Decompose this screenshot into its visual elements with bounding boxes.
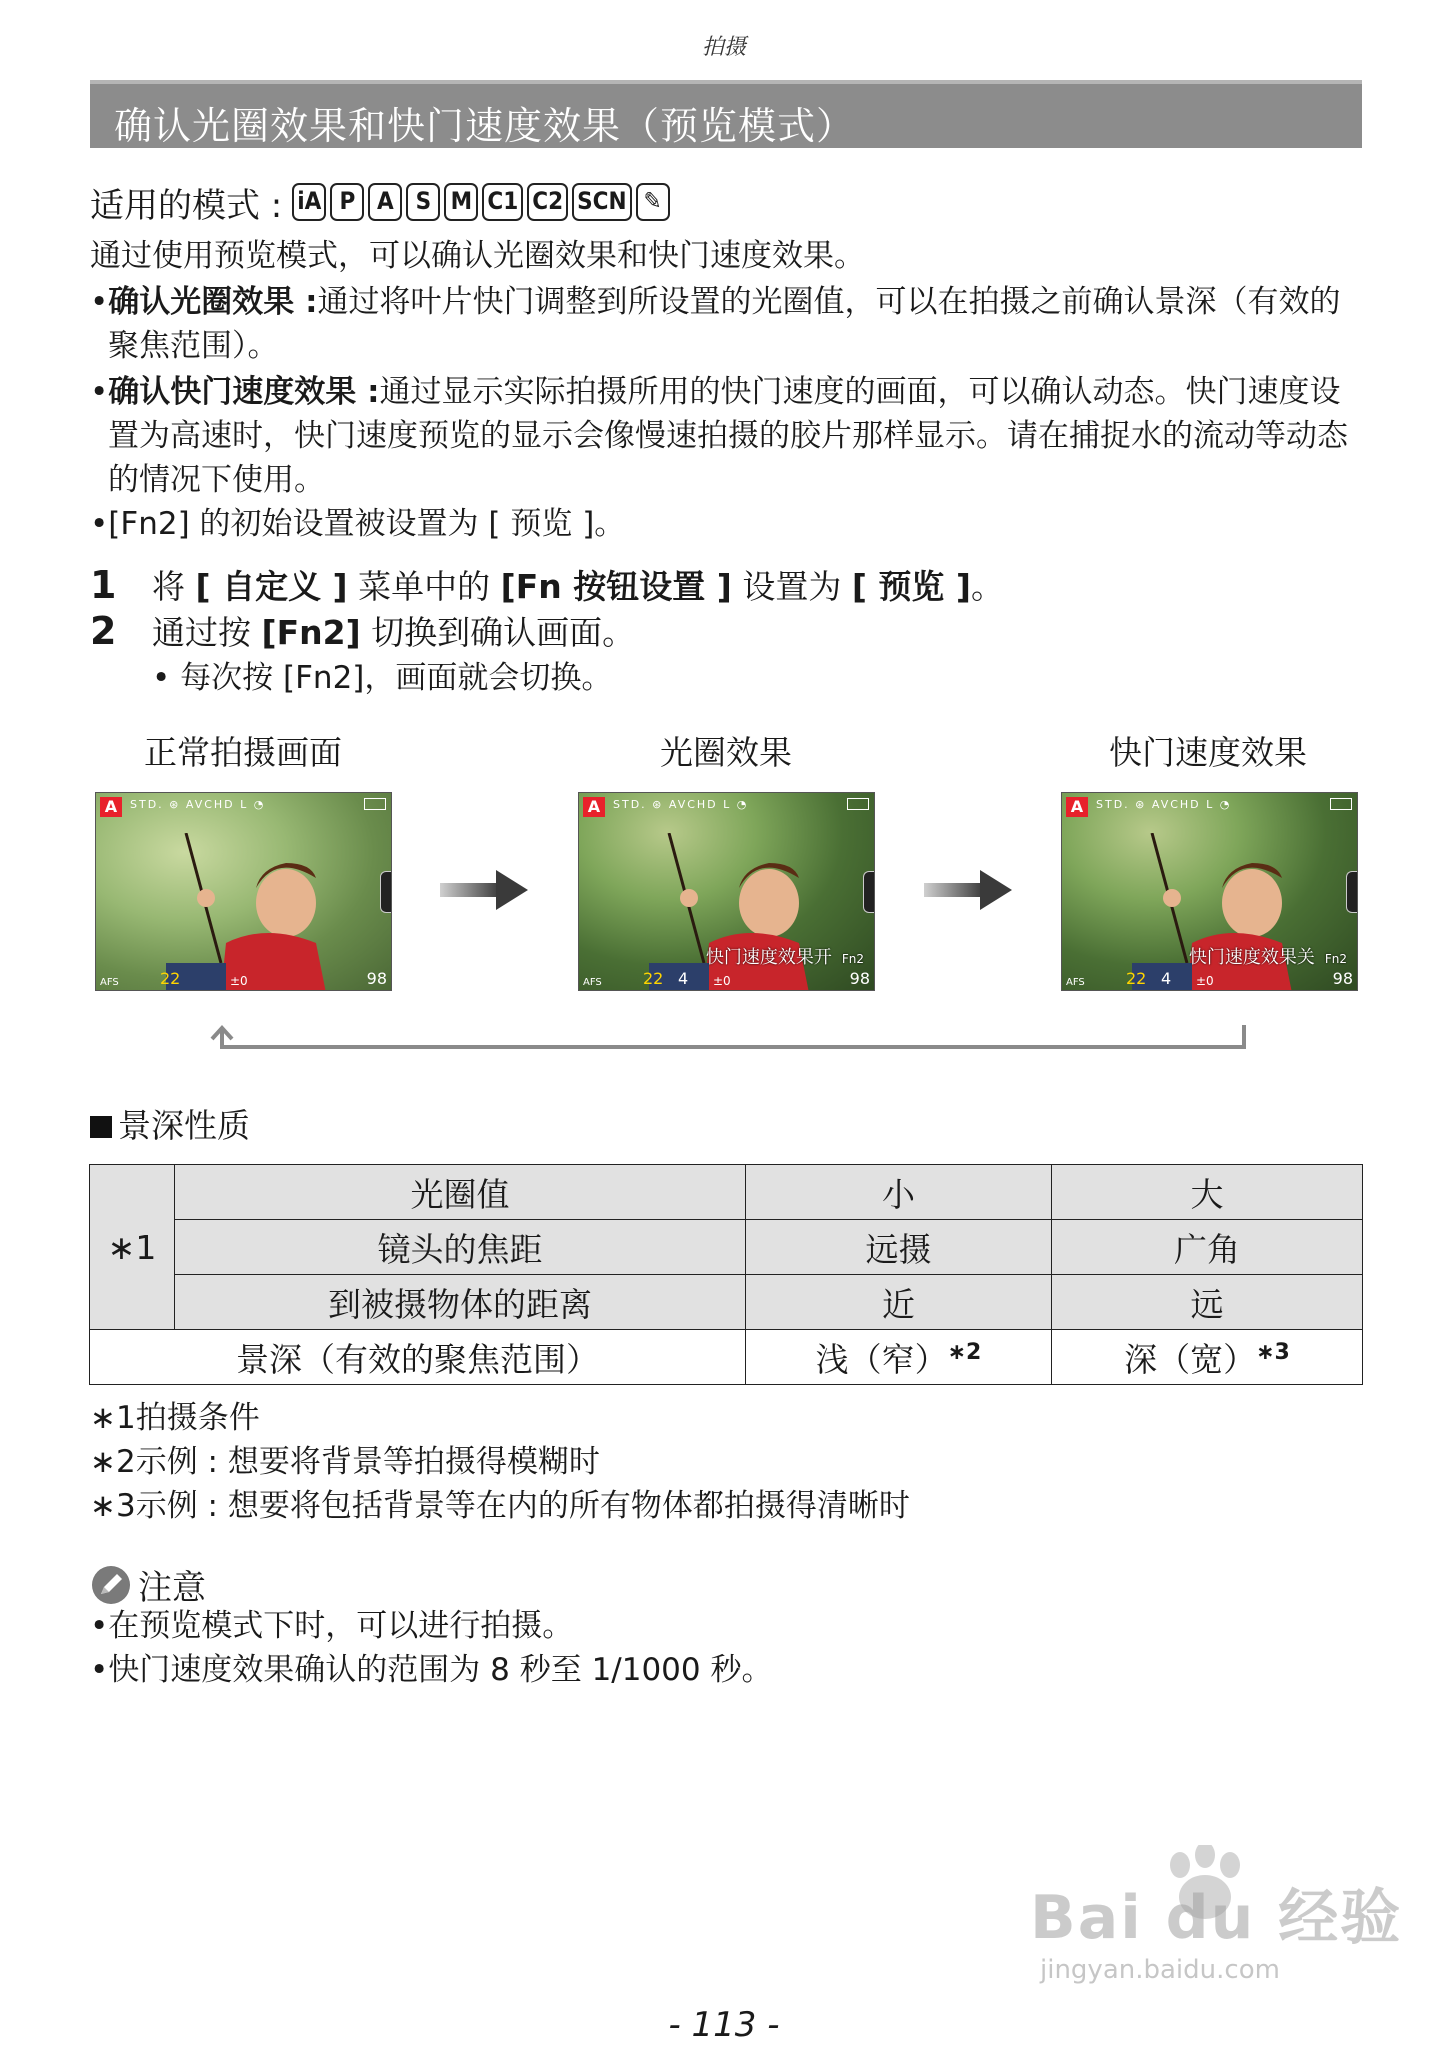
step-2-pre: 通过按 — [152, 613, 262, 652]
section-heading-text: 景深性质 — [118, 1106, 250, 1145]
table-row-label: 光圈值 — [175, 1165, 746, 1220]
screen-aperture — [579, 793, 874, 990]
modes-label: 适用的模式 : — [90, 185, 283, 226]
mode-c2-icon: C2 — [527, 183, 568, 221]
table-cell-small: 近 — [746, 1275, 1052, 1330]
note-heading-text: 注意 — [138, 1568, 206, 1608]
touch-tab-icon — [863, 871, 874, 913]
battery-icon — [364, 798, 386, 810]
shots-remaining: 98 — [849, 969, 870, 988]
mode-p-icon: P — [330, 183, 364, 221]
shots-remaining: 98 — [366, 969, 387, 988]
footnote-2: ∗2示例 : 想要将背景等拍摄得模糊时 — [90, 1444, 600, 1480]
mode-s-icon: S — [406, 183, 440, 221]
table-row — [90, 1275, 1363, 1330]
screen-shutter — [1062, 793, 1357, 990]
preview-overlay-text: 快门速度效果关 — [1188, 947, 1315, 968]
bullet-shutter-text: 通过显示实际拍摄所用的快门速度的画面，可以确认动态。快门速度设置为高速时，快门速度预览的显示会像慢速拍摄的胶片那样显示。请在捕捉水的流动等动态的情况下使用。 — [108, 374, 1348, 498]
section-title: 确认光圈效果和快门速度效果（预览模式） — [114, 104, 856, 148]
mode-c1-icon: C1 — [482, 183, 523, 221]
arrow-right-icon — [924, 870, 1012, 910]
aperture-value: 22 — [1126, 969, 1147, 988]
battery-icon — [847, 798, 869, 810]
preview-overlay-text: 快门速度效果开 — [705, 947, 832, 968]
mode-m-icon: M — [444, 183, 478, 221]
status-icons: STD. ⊛ AVCHD L ◔ — [1096, 798, 1232, 811]
section-heading — [90, 1100, 250, 1147]
step-number: 2 — [90, 609, 117, 653]
bullet-shutter: •确认快门速度效果 :通过显示实际拍摄所用的快门速度的画面，可以确认动态。快门速度设置为高速时，快门速度预览的显示会像慢速拍摄的胶片那样显示。请在捕捉水的流动等动态的情况下使用。 — [90, 374, 1348, 498]
exposure-value: ±0 — [1196, 974, 1214, 988]
table-cell-small: 远摄 — [746, 1220, 1052, 1275]
af-label: AFS — [583, 977, 602, 988]
return-arrow-icon — [208, 1025, 1248, 1053]
note-2: •快门速度效果确认的范围为 8 秒至 1/1000 秒。 — [90, 1652, 773, 1688]
table-cell-large: 广角 — [1052, 1220, 1363, 1275]
caption-normal: 正常拍摄画面 — [144, 733, 342, 772]
step-1-preview: [ 预览 ] — [851, 567, 971, 606]
step-2 — [90, 608, 1362, 656]
mode-scn-icon: SCN — [572, 183, 631, 221]
mode-a-icon: A — [368, 183, 402, 221]
fn2-label: Fn2 — [1324, 952, 1347, 966]
exposure-value: ±0 — [230, 974, 248, 988]
bullet-fn2-text: [Fn2] 的初始设置被设置为 [ 预览 ]。 — [108, 506, 626, 542]
step-2-subnote: • 每次按 [Fn2]，画面就会切换。 — [152, 660, 613, 696]
screen-bottom-bar — [100, 968, 387, 988]
fn2-label: Fn2 — [841, 952, 864, 966]
mode-badge: A — [583, 797, 605, 817]
table-cell-small: 小 — [746, 1165, 1052, 1220]
step-1-mid2: 设置为 — [731, 567, 852, 606]
applicable-modes — [90, 178, 674, 226]
af-label: AFS — [1066, 977, 1085, 988]
bullet-fn2: •[Fn2] 的初始设置被设置为 [ 预览 ]。 — [90, 506, 626, 542]
screen-normal — [96, 793, 391, 990]
mode-creative-icon: ✎ — [636, 183, 670, 221]
shots-remaining: 98 — [1332, 969, 1353, 988]
table-cell-large — [1052, 1330, 1363, 1385]
exposure-value: ±0 — [713, 974, 731, 988]
shutter-value: 4 — [678, 969, 689, 988]
mode-ia-icon: iA — [292, 183, 326, 221]
pencil-icon — [92, 1566, 130, 1604]
footnote-3: ∗3示例 : 想要将包括背景等在内的所有物体都拍摄得清晰时 — [90, 1488, 910, 1524]
note-heading — [92, 1560, 206, 1609]
watermark-url: jingyan.baidu.com — [1040, 1955, 1280, 1985]
af-label: AFS — [100, 977, 119, 988]
step-2-fn2: [Fn2] — [261, 613, 361, 652]
step-1-fn-setting: [Fn 按钮设置 ] — [500, 567, 732, 606]
step-1-pre: 将 — [152, 567, 196, 606]
mode-badge: A — [100, 797, 122, 817]
preview-overlay — [1189, 943, 1347, 969]
bullet-aperture-text: 通过将叶片快门调整到所设置的光圈值，可以在拍摄之前确认景深（有效的聚焦范围）。 — [108, 284, 1341, 364]
section-title-bar — [90, 80, 1362, 148]
status-icons: STD. ⊛ AVCHD L ◔ — [613, 798, 749, 811]
dof-deep: 深（宽） — [1124, 1339, 1257, 1379]
arrow-right-icon — [440, 870, 528, 910]
table-row — [90, 1165, 1363, 1220]
table-cell-small — [746, 1330, 1052, 1385]
table-row-label: 镜头的焦距 — [175, 1220, 746, 1275]
step-1-custom-menu: [ 自定义 ] — [195, 567, 348, 606]
condition-marker: ∗1 — [90, 1165, 175, 1330]
aperture-value: 22 — [160, 969, 181, 988]
aperture-value: 22 — [643, 969, 664, 988]
watermark-brand: Bai du 经验 — [1030, 1883, 1403, 1953]
caption-aperture: 光圈效果 — [660, 733, 792, 772]
step-1 — [90, 562, 1362, 610]
bullet-aperture: •确认光圈效果 :通过将叶片快门调整到所设置的光圈值，可以在拍摄之前确认景深（有效的聚焦范围）。 — [90, 284, 1341, 364]
page-number: - 113 - — [668, 2005, 780, 2045]
preview-overlay — [706, 943, 864, 969]
step-number: 1 — [90, 563, 117, 607]
table-row-label: 到被摄物体的距离 — [175, 1275, 746, 1330]
running-head: 拍摄 — [701, 35, 746, 60]
table-cell-large: 大 — [1052, 1165, 1363, 1220]
touch-tab-icon — [380, 871, 391, 913]
table-row — [90, 1330, 1363, 1385]
note-1: •在预览模式下时，可以进行拍摄。 — [90, 1608, 574, 1644]
table-cell-large: 远 — [1052, 1275, 1363, 1330]
step-1-mid1: 菜单中的 — [347, 567, 501, 606]
table-row — [90, 1220, 1363, 1275]
screen-bottom-bar — [1066, 968, 1353, 988]
mode-badge: A — [1066, 797, 1088, 817]
footnote-1: ∗1拍摄条件 — [90, 1400, 260, 1436]
step-1-post: 。 — [970, 567, 1004, 606]
status-icons: STD. ⊛ AVCHD L ◔ — [130, 798, 266, 811]
bullet-shutter-term: 确认快门速度效果 : — [108, 374, 380, 410]
bullet-aperture-term: 确认光圈效果 : — [108, 284, 318, 320]
depth-of-field-table — [89, 1164, 1363, 1385]
child-photo — [166, 833, 336, 990]
step-2-post: 切换到确认画面。 — [360, 613, 636, 652]
touch-tab-icon — [1346, 871, 1357, 913]
battery-icon — [1330, 798, 1352, 810]
footnote-ref: ∗3 — [1256, 1339, 1290, 1365]
footnote-ref: ∗2 — [947, 1339, 982, 1365]
square-bullet-icon — [90, 1116, 112, 1138]
caption-shutter: 快门速度效果 — [1109, 733, 1307, 772]
table-row-label: 景深（有效的聚焦范围） — [90, 1330, 746, 1385]
intro-text: 通过使用预览模式，可以确认光圈效果和快门速度效果。 — [90, 238, 865, 274]
shutter-value: 4 — [1161, 969, 1172, 988]
dof-shallow: 浅（窄） — [815, 1339, 948, 1379]
screen-bottom-bar — [583, 968, 870, 988]
